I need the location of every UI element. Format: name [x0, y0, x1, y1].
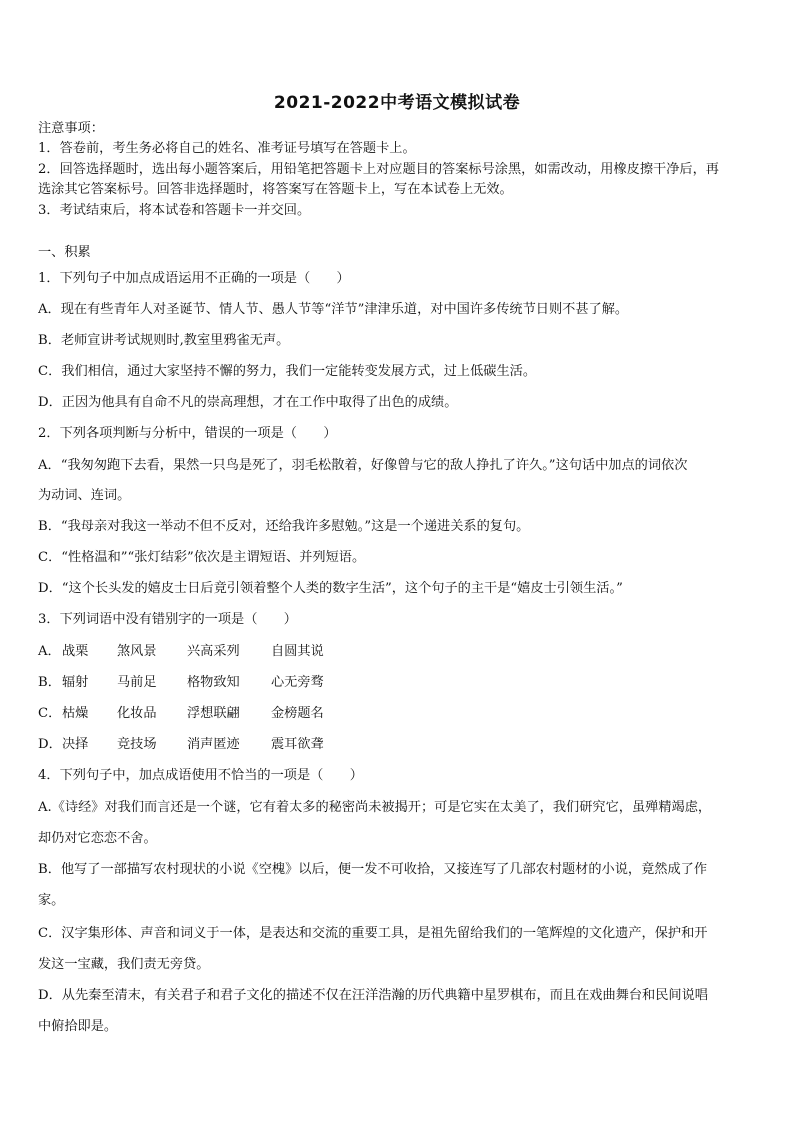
option-word: 马前足	[117, 675, 157, 690]
question-2-option-c: C．“性格温和”“张灯结彩”依次是主谓短语、并列短语。	[38, 550, 366, 565]
question-1-option-c: C．我们相信，通过大家坚持不懈的努力，我们一定能转变发展方式，过上低碳生活。	[38, 364, 537, 379]
question-2-option-d: D．“这个长头发的嬉皮士日后竟引领着整个人类的数字生活”，这个句子的主干是“嬉皮士引领生活。”	[38, 581, 623, 596]
question-2-option-a-cont: 为动词、连词。	[38, 488, 131, 503]
option-word: 兴高采列	[187, 644, 240, 659]
question-2-option-a: A．“我匆匆跑下去看，果然一只鸟是死了，羽毛松散着，好像曾与它的敌人挣扎了许久。”这句话中加点的词依次	[38, 458, 688, 473]
question-4-option-c: C．汉字集形体、声音和词义于一体，是表达和交流的重要工具，是祖先留给我们的一笔辉煌的文化遗产，保护和开	[38, 926, 708, 941]
option-word: 竞技场	[117, 737, 157, 752]
question-4-option-a-cont: 却仍对它恋恋不舍。	[38, 831, 157, 846]
option-word: 心无旁骛	[271, 675, 324, 690]
option-word: 消声匿迹	[187, 737, 240, 752]
option-label: C．	[38, 706, 62, 721]
question-2-option-b: B．“我母亲对我这一举动不但不反对，还给我许多慰勉。”这是一个递进关系的复句。	[38, 519, 530, 534]
question-1-stem: 1．下列句子中加点成语运用不正确的一项是（ ）	[38, 271, 350, 286]
question-4-option-d-cont: 中俯拾即是。	[38, 1019, 118, 1034]
question-4-option-d: D．从先秦至清末，有关君子和君子文化的描述不仅在汪洋浩瀚的历代典籍中星罗棋布，而且在戏曲舞台和民间说唱	[38, 988, 708, 1003]
option-word: 决择	[62, 737, 89, 752]
question-2-stem: 2．下列各项判断与分析中，错误的一项是（ ）	[38, 426, 337, 441]
option-word: 枯燥	[62, 706, 89, 721]
question-4-option-b-cont: 家。	[38, 893, 65, 908]
question-4-option-b: B．他写了一部描写农村现状的小说《空槐》以后，便一发不可收拾，又接连写了几部农村题材的小说，竟然成了作	[38, 862, 708, 877]
question-4-option-a: A.《诗经》对我们而言还是一个谜，它有着太多的秘密尚未被揭开；可是它实在太美了，我们研究它，虽殚精竭虑，	[38, 800, 712, 815]
option-word: 金榜题名	[271, 706, 324, 721]
option-word: 战栗	[62, 644, 89, 659]
section-heading: 一、积累	[38, 245, 91, 260]
option-word: 化妆品	[117, 706, 157, 721]
option-word: 格物致知	[187, 675, 240, 690]
notice-item: 3．考试结束后，将本试卷和答题卡一并交回。	[38, 203, 311, 218]
question-4-stem: 4．下列句子中，加点成语使用不恰当的一项是（ ）	[38, 768, 363, 783]
option-word: 自圆其说	[271, 644, 324, 659]
question-1-option-d: D．正因为他具有自命不凡的崇高理想，才在工作中取得了出色的成绩。	[38, 395, 458, 410]
notice-heading: 注意事项：	[38, 121, 104, 136]
option-label: A．	[38, 644, 61, 659]
option-word: 辐射	[62, 675, 89, 690]
option-word: 浮想联翩	[187, 706, 240, 721]
option-label: D．	[38, 737, 62, 752]
page-title: 2021-2022中考语文模拟试卷	[273, 93, 521, 113]
option-word: 煞风景	[117, 644, 157, 659]
question-3-stem: 3．下列词语中没有错别字的一项是（ ）	[38, 612, 297, 627]
notice-item: 1．答卷前，考生务必将自己的姓名、准考证号填写在答题卡上。	[38, 141, 416, 156]
question-1-option-b: B．老师宣讲考试规则时,教室里鸦雀无声。	[38, 333, 290, 348]
option-label: B．	[38, 675, 61, 690]
notice-item: 2．回答选择题时，选出每小题答案后，用铅笔把答题卡上对应题目的答案标号涂黑，如需改动，用橡皮擦干净后，再	[38, 162, 719, 177]
question-1-option-a: A．现在有些青年人对圣诞节、情人节、愚人节等“洋节”津津乐道，对中国许多传统节日则不甚了解。	[38, 302, 629, 317]
question-4-option-c-cont: 发这一宝藏，我们责无旁贷。	[38, 957, 210, 972]
notice-item: 选涂其它答案标号。回答非选择题时，将答案写在答题卡上，写在本试卷上无效。	[38, 182, 513, 197]
option-word: 震耳欲聋	[271, 737, 324, 752]
